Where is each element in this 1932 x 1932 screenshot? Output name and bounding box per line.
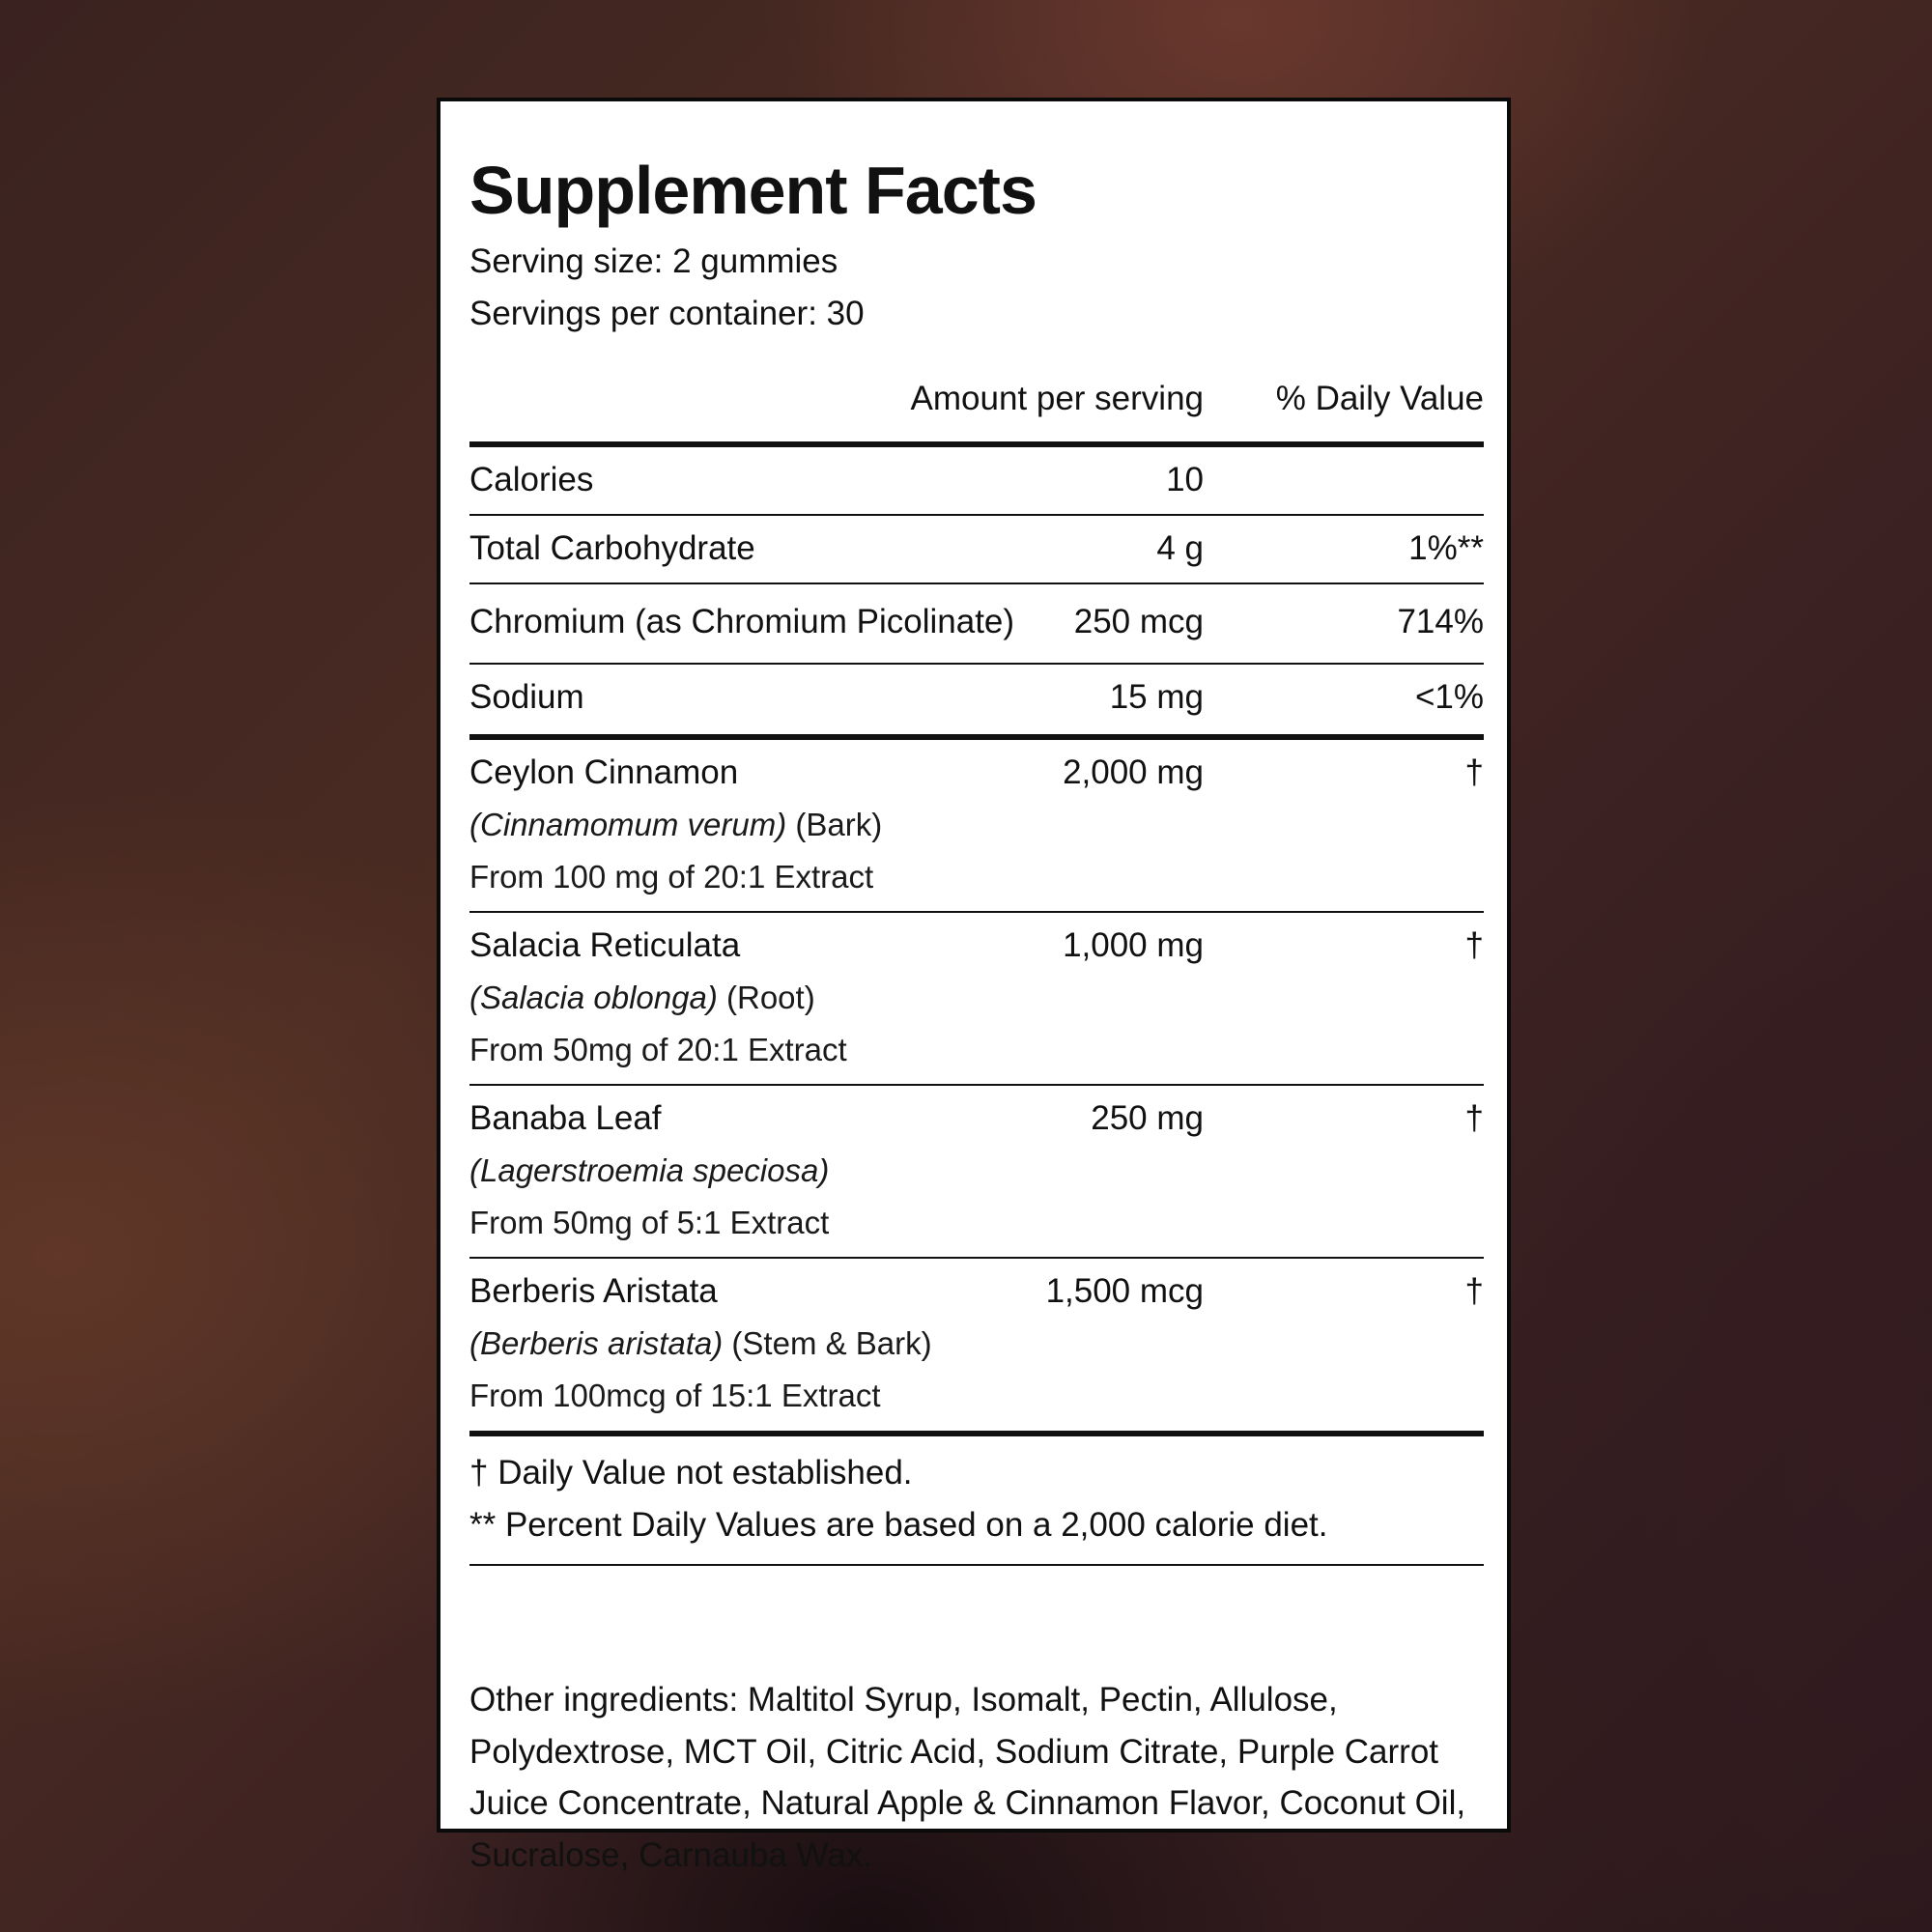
servings-per-container: Servings per container: 30: [469, 295, 865, 332]
nutrient-daily-value: 1%**: [1408, 529, 1484, 567]
botanical-plant-part: (Bark): [786, 807, 883, 842]
botanical-daily-value: †: [1464, 926, 1484, 964]
nutrient-name: Sodium: [469, 678, 584, 716]
row-divider: [469, 663, 1484, 665]
nutrient-amount: 250 mcg: [1073, 603, 1204, 640]
header-daily-value: % Daily Value: [1275, 380, 1484, 417]
row-divider: [469, 911, 1484, 913]
nutrient-amount: 4 g: [1156, 529, 1204, 567]
section-rule: [469, 734, 1484, 740]
nutrient-daily-value: 714%: [1397, 603, 1484, 640]
serving-size: Serving size: 2 gummies: [469, 242, 838, 280]
label-title: Supplement Facts: [469, 153, 1037, 228]
botanical-amount: 1,500 mcg: [1045, 1272, 1204, 1310]
botanical-latin-name: (Cinnamomum verum): [469, 807, 787, 842]
footnote-divider: [469, 1564, 1484, 1566]
botanical-latin-name: (Berberis aristata): [469, 1325, 724, 1361]
botanical-plant-part: (Root): [717, 980, 815, 1015]
row-divider: [469, 514, 1484, 516]
nutrient-amount: 15 mg: [1109, 678, 1204, 716]
nutrient-amount: 10: [1166, 461, 1204, 498]
nutrient-daily-value: <1%: [1414, 678, 1484, 716]
botanical-daily-value: †: [1464, 753, 1484, 791]
botanical-name: Banaba Leaf: [469, 1099, 662, 1137]
botanical-amount: 1,000 mg: [1063, 926, 1204, 964]
supplement-facts-panel: [437, 98, 1511, 1874]
nutrient-name: Total Carbohydrate: [469, 529, 755, 567]
botanical-daily-value: †: [1464, 1272, 1484, 1310]
footnote-dagger: † Daily Value not established.: [469, 1454, 913, 1492]
nutrient-name: Calories: [469, 461, 594, 498]
other-ingredients: Other ingredients: Maltitol Syrup, Isomalt, Pectin, Allulose, Polydextrose, MCT Oil, Citric Acid, Sodium Citrate, Purple Carrot Juice Concentrate, Natural Apple & Cinnamon Flavor, Coconut Oil, Sucralose, Carnauba Wax.: [469, 1681, 1466, 1874]
row-divider: [469, 582, 1484, 584]
botanical-source: [469, 807, 882, 843]
botanical-amount: 250 mg: [1091, 1099, 1204, 1137]
botanical-extract: From 100 mg of 20:1 Extract: [469, 859, 874, 895]
row-divider: [469, 1257, 1484, 1259]
header-amount: Amount per serving: [910, 380, 1204, 417]
botanical-plant-part: (Stem & Bark): [723, 1325, 932, 1361]
botanical-latin-name: (Salacia oblonga): [469, 980, 718, 1015]
botanical-source: [469, 1152, 829, 1189]
nutrient-name: Chromium (as Chromium Picolinate): [469, 603, 1015, 640]
botanical-name: Ceylon Cinnamon: [469, 753, 739, 791]
row-divider: [469, 1084, 1484, 1086]
botanical-extract: From 50mg of 5:1 Extract: [469, 1205, 830, 1240]
footnote-percent: ** Percent Daily Values are based on a 2,000 calorie diet.: [469, 1506, 1328, 1544]
header-rule: [469, 441, 1484, 447]
botanical-daily-value: †: [1464, 1099, 1484, 1137]
botanical-extract: From 100mcg of 15:1 Extract: [469, 1378, 881, 1413]
botanical-name: Salacia Reticulata: [469, 926, 741, 964]
botanical-amount: 2,000 mg: [1063, 753, 1204, 791]
botanical-source: [469, 980, 815, 1016]
botanical-latin-name: (Lagerstroemia speciosa): [469, 1152, 830, 1188]
botanical-source: [469, 1325, 932, 1362]
section-rule: [469, 1431, 1484, 1436]
botanical-extract: From 50mg of 20:1 Extract: [469, 1032, 847, 1067]
botanical-name: Berberis Aristata: [469, 1272, 718, 1310]
